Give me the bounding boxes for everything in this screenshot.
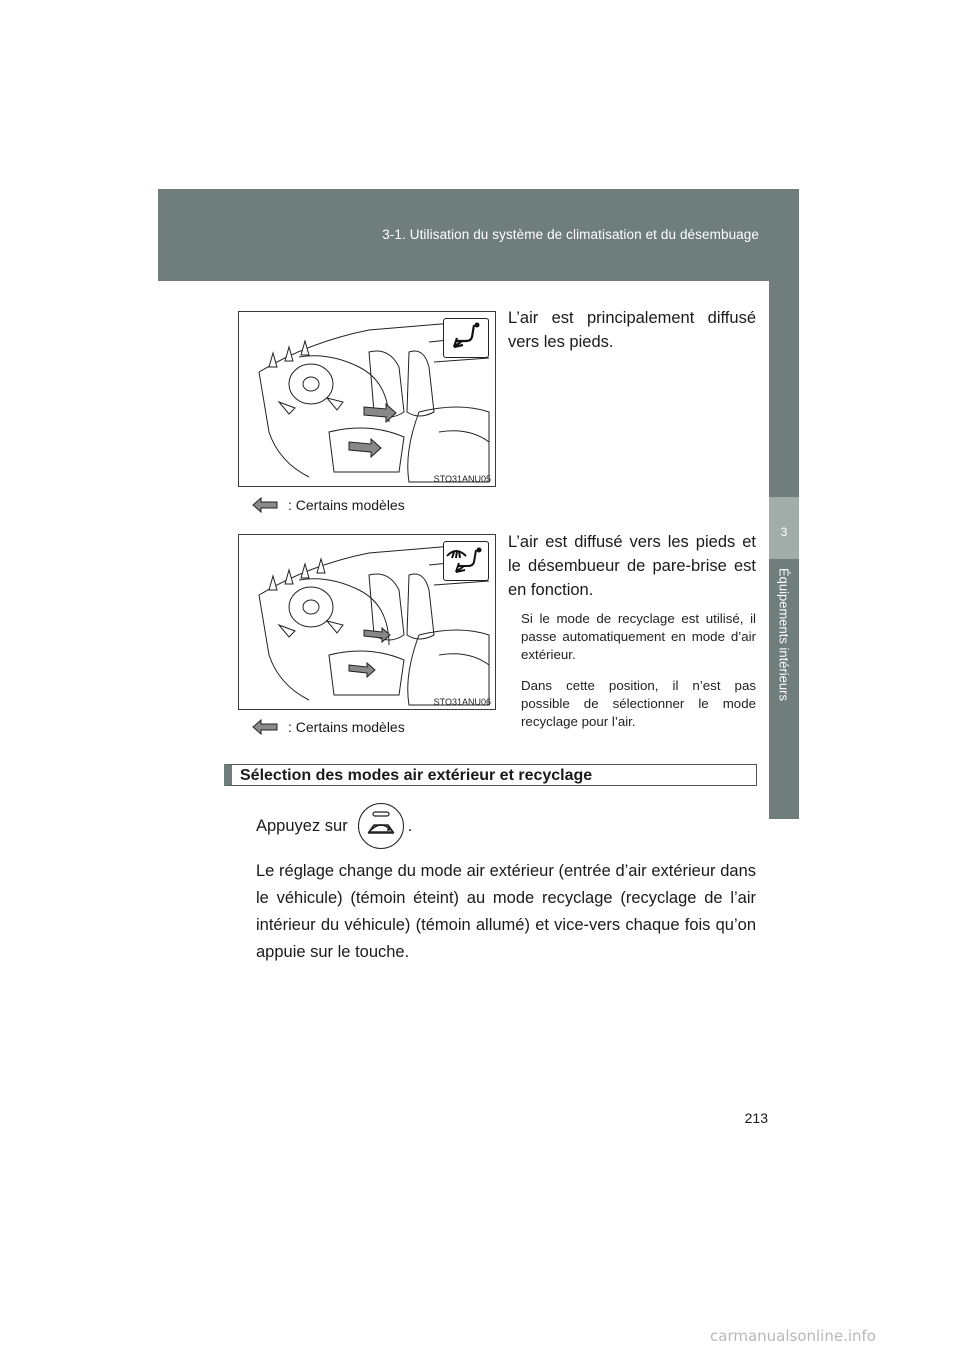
- press-instruction: [256, 801, 412, 851]
- chapter-side-label: Équipements intérieurs: [776, 568, 792, 701]
- air-recirculation-icon: [358, 803, 404, 849]
- legend-text: : Certains modèles: [288, 497, 405, 513]
- feet-airflow-icon: [443, 318, 489, 358]
- section-title: Sélection des modes air extérieur et recyclage: [224, 764, 757, 786]
- feet-and-defrost-airflow-icon: [443, 541, 489, 581]
- feet-mode-description: L’air est principalement diffusé vers les pieds.: [508, 309, 756, 351]
- press-text: Appuyez sur: [256, 816, 348, 835]
- legend-text: : Certains modèles: [288, 719, 405, 735]
- press-period: .: [407, 816, 413, 835]
- legend-certain-models: [252, 497, 405, 513]
- legend-certain-models: [252, 719, 405, 735]
- chapter-title: 3-1. Utilisation du système de climatisation et du désembuage: [382, 227, 759, 242]
- figure-code: STO31ANU06: [433, 697, 491, 707]
- figure-feet-defrost-mode: [238, 534, 496, 710]
- chapter-header: [158, 189, 799, 281]
- section-body: Le réglage change du mode air extérieur (entrée d’air extérieur dans le véhicule) (témoin éteint) au mode recyclage (recyclage de l’air intérieur du véhicule) (témoin allumé) et vice-vers chaque fois qu’on appuie sur le touche.: [256, 862, 756, 961]
- page-number: 213: [744, 1110, 768, 1126]
- figure-code: STO31ANU05: [433, 474, 491, 484]
- gray-arrow-icon: [252, 497, 278, 513]
- gray-arrow-icon: [252, 719, 278, 735]
- figure-feet-mode: [238, 311, 496, 487]
- chapter-number: 3: [780, 525, 788, 539]
- note-recycle-unavailable: Dans cette position, il n’est pas possible de sélectionner le mode recyclage pour l’air.: [521, 678, 756, 729]
- note-recycle-switch: Si le mode de recyclage est utilisé, il passe automatiquement en mode d’air extérieur.: [521, 611, 756, 662]
- watermark: carmanualsonline.info: [710, 1327, 876, 1345]
- feet-defrost-mode-description: L’air est diffusé vers les pieds et le désembueur de pare-brise est en fonction.: [508, 533, 756, 599]
